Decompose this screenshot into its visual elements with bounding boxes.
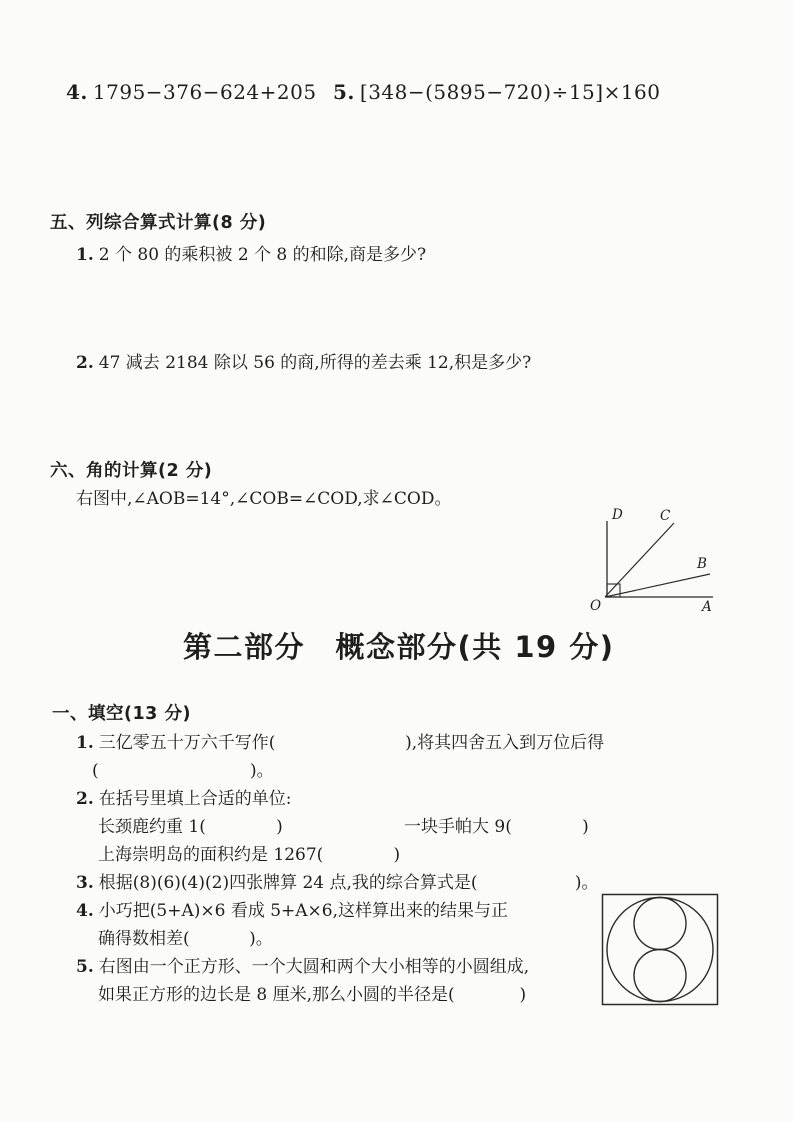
small-circle-bottom [634, 950, 686, 1002]
calc-item-5-number: 5. [333, 80, 355, 104]
fill-q3-number: 3. [76, 873, 94, 893]
fill-q4-line1-text: 小巧把(5+A)×6 看成 5+A×6,这样算出来的结果与正 [98, 901, 509, 921]
square-circles-svg [601, 893, 719, 1006]
fill-q1-line2: ( )。 [92, 761, 274, 781]
part2-heading: 第二部分 概念部分(共 19 分) [183, 630, 615, 664]
label-C: C [660, 508, 671, 524]
calc-item-5 [333, 80, 661, 104]
fill-q2-giraffe-blank: 长颈鹿约重 1( ) [98, 817, 283, 837]
section5-question-1 [76, 245, 426, 265]
fill-q4-line1 [76, 901, 508, 921]
angle-diagram-svg [585, 504, 725, 617]
label-A: A [702, 599, 712, 615]
fill-q2-number: 2. [76, 789, 94, 809]
section6-statement: 右图中,∠AOB=14°,∠COB=∠COD,求∠COD。 [76, 489, 452, 509]
label-O: O [590, 598, 602, 614]
calc-item-4-number: 4. [66, 80, 88, 104]
section5-question-2 [76, 353, 531, 373]
fill-q2-line1 [76, 789, 291, 809]
section5-q2-number: 2. [76, 353, 94, 373]
square-circles-figure [601, 893, 719, 1006]
fill-q2-text: 在括号里填上合适的单位: [98, 789, 292, 809]
small-circle-top [634, 898, 686, 950]
fill-q1-number: 1. [76, 733, 94, 753]
section5-q1-text: 2 个 80 的乘积被 2 个 8 的和除,商是多少? [98, 245, 427, 265]
fill-q1-line1-text: 三亿零五十万六千写作( ),将其四舍五入到万位后得 [98, 733, 605, 753]
fill-q4-line2: 确得数相差( )。 [98, 929, 273, 949]
fill-q5-line2: 如果正方形的边长是 8 厘米,那么小圆的半径是( ) [98, 985, 527, 1005]
calc-item-5-expression: [348−(5895−720)÷15]×160 [359, 80, 661, 104]
fill-q5-line1 [76, 957, 529, 977]
fill-q5-line1-text: 右图由一个正方形、一个大圆和两个大小相等的小圆组成, [98, 957, 530, 977]
angle-diagram-figure [585, 504, 725, 617]
section5-q1-number: 1. [76, 245, 94, 265]
fill-q3-text: 根据(8)(6)(4)(2)四张牌算 24 点,我的综合算式是( )。 [98, 873, 599, 893]
fill-q3-line [76, 873, 598, 893]
fill-section-title: 一、填空(13 分) [52, 704, 191, 724]
label-B: B [697, 556, 707, 572]
calc-item-4-expression: 1795−376−624+205 [92, 80, 317, 104]
label-D: D [612, 507, 623, 523]
section6-title: 六、角的计算(2 分) [50, 461, 213, 481]
fill-q2-handkerchief-blank: 一块手帕大 9( ) [404, 817, 589, 837]
ray-OB [605, 574, 710, 597]
fill-q1-line1 [76, 733, 604, 753]
ray-OC [605, 523, 674, 597]
fill-q4-number: 4. [76, 901, 94, 921]
section5-q2-text: 47 减去 2184 除以 56 的商,所得的差去乘 12,积是多少? [98, 353, 532, 373]
fill-q5-number: 5. [76, 957, 94, 977]
fill-q2-island-blank: 上海崇明岛的面积约是 1267( ) [98, 845, 401, 865]
section5-title: 五、列综合算式计算(8 分) [50, 213, 267, 233]
calc-item-4 [66, 80, 317, 104]
